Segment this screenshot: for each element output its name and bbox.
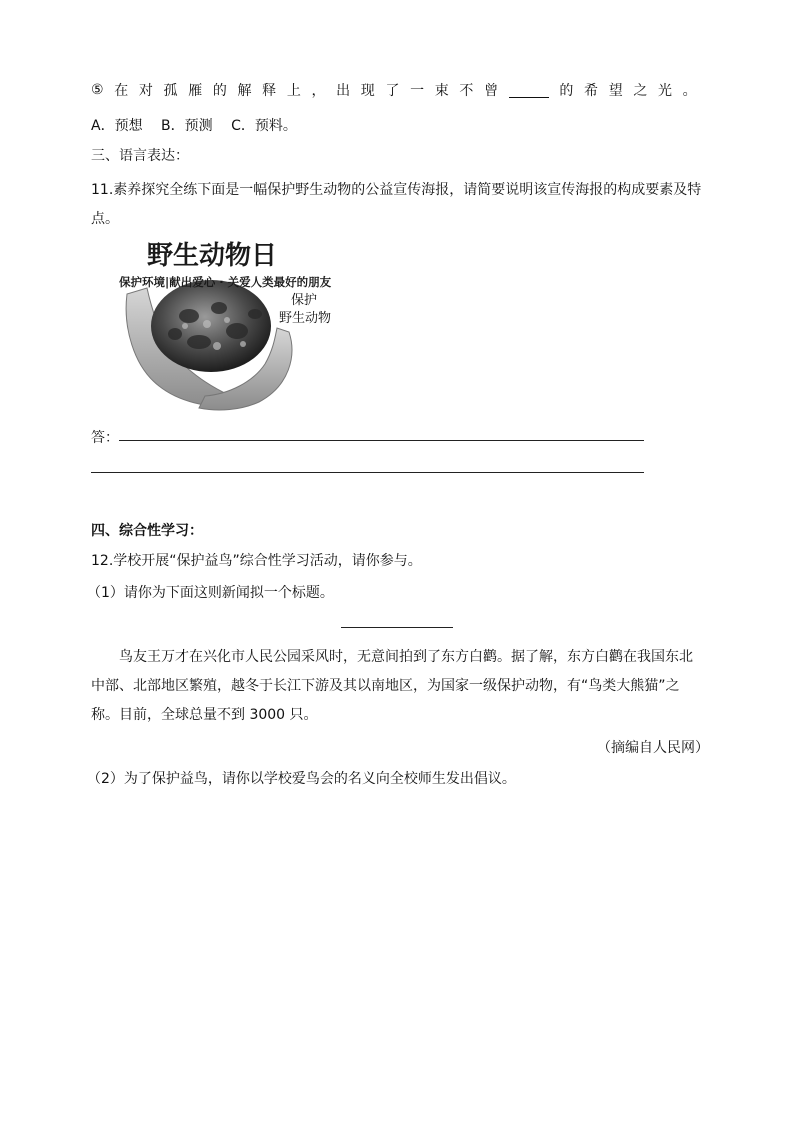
- animal-globe: [151, 280, 271, 372]
- question-11: 11.素养探究全练下面是一幅保护野生动物的公益宣传海报，请简要说明该宣传海报的构成要素及特点。: [91, 182, 702, 227]
- q5-char: 释: [262, 83, 277, 99]
- question-12-part-2: （2）为了保护益鸟，请你以学校爱鸟会的名义向全校师生发出倡议。: [87, 771, 516, 787]
- poster-protect: 保护: [291, 293, 318, 308]
- q5-char: 现: [360, 83, 375, 99]
- option-b: B．预测: [161, 118, 213, 134]
- wildlife-day-poster: [119, 236, 365, 414]
- q5-char: 的: [559, 83, 574, 99]
- poster-title: 野生动物日: [147, 241, 278, 271]
- option-a: A．预想: [91, 118, 143, 134]
- q5-char: 在: [114, 83, 129, 99]
- q5-char: 曾: [484, 83, 499, 99]
- question-12-part-1: （1）请你为下面这则新闻拟一个标题。: [87, 585, 334, 601]
- q5-char: 了: [385, 83, 400, 99]
- poster-slogan: 保护环境|献出爱心 · 关爱人类最好的朋友: [119, 275, 332, 289]
- q5-char: 对: [138, 83, 153, 99]
- news-title-blank[interactable]: [341, 627, 453, 628]
- news-paragraph: 鸟友王万才在兴化市人民公园采风时，无意间拍到了东方白鹳。据了解，东方白鹳在我国东北中部、北部地区繁殖，越冬于长江下游及其以南地区，为国家一级保护动物，有“鸟类大熊猫”之称。目前，全球总量不到 3000 只。: [91, 649, 693, 723]
- q5-char: 望: [608, 83, 623, 99]
- q5-char: 上: [286, 83, 301, 99]
- q5-char: 的: [212, 83, 227, 99]
- q5-char: 雁: [188, 83, 203, 99]
- question-5-line: [91, 80, 697, 100]
- q5-char: 出: [336, 83, 351, 99]
- q5-char: 孤: [163, 83, 178, 99]
- q5-char: 一: [410, 83, 425, 99]
- q5-char: 解: [237, 83, 252, 99]
- question-12: 12.学校开展“保护益鸟”综合性学习活动，请你参与。: [91, 553, 422, 569]
- poster-wildlife: 野生动物: [279, 311, 332, 326]
- answer-line[interactable]: [119, 440, 644, 441]
- q5-options: [91, 115, 311, 135]
- q5-char: ⑤: [91, 82, 104, 98]
- option-c: C．预料。: [231, 118, 297, 134]
- poster-graphic: [119, 236, 365, 414]
- answer-line[interactable]: [91, 472, 644, 473]
- q5-char: 光: [658, 83, 672, 99]
- q5-char: 。: [682, 83, 697, 99]
- q5-char: 不: [459, 83, 474, 99]
- q5-char: 之: [633, 83, 648, 99]
- section-4-heading: 四、综合性学习：: [91, 523, 203, 539]
- news-source: （摘编自人民网）: [597, 740, 709, 756]
- q5-answer-blank[interactable]: [509, 83, 549, 98]
- q5-char: ，: [311, 83, 326, 99]
- q5-char: 束: [434, 83, 449, 99]
- section-3-heading: 三、语言表达：: [91, 148, 189, 164]
- answer-label: 答：: [91, 430, 119, 446]
- q5-char: 希: [584, 83, 599, 99]
